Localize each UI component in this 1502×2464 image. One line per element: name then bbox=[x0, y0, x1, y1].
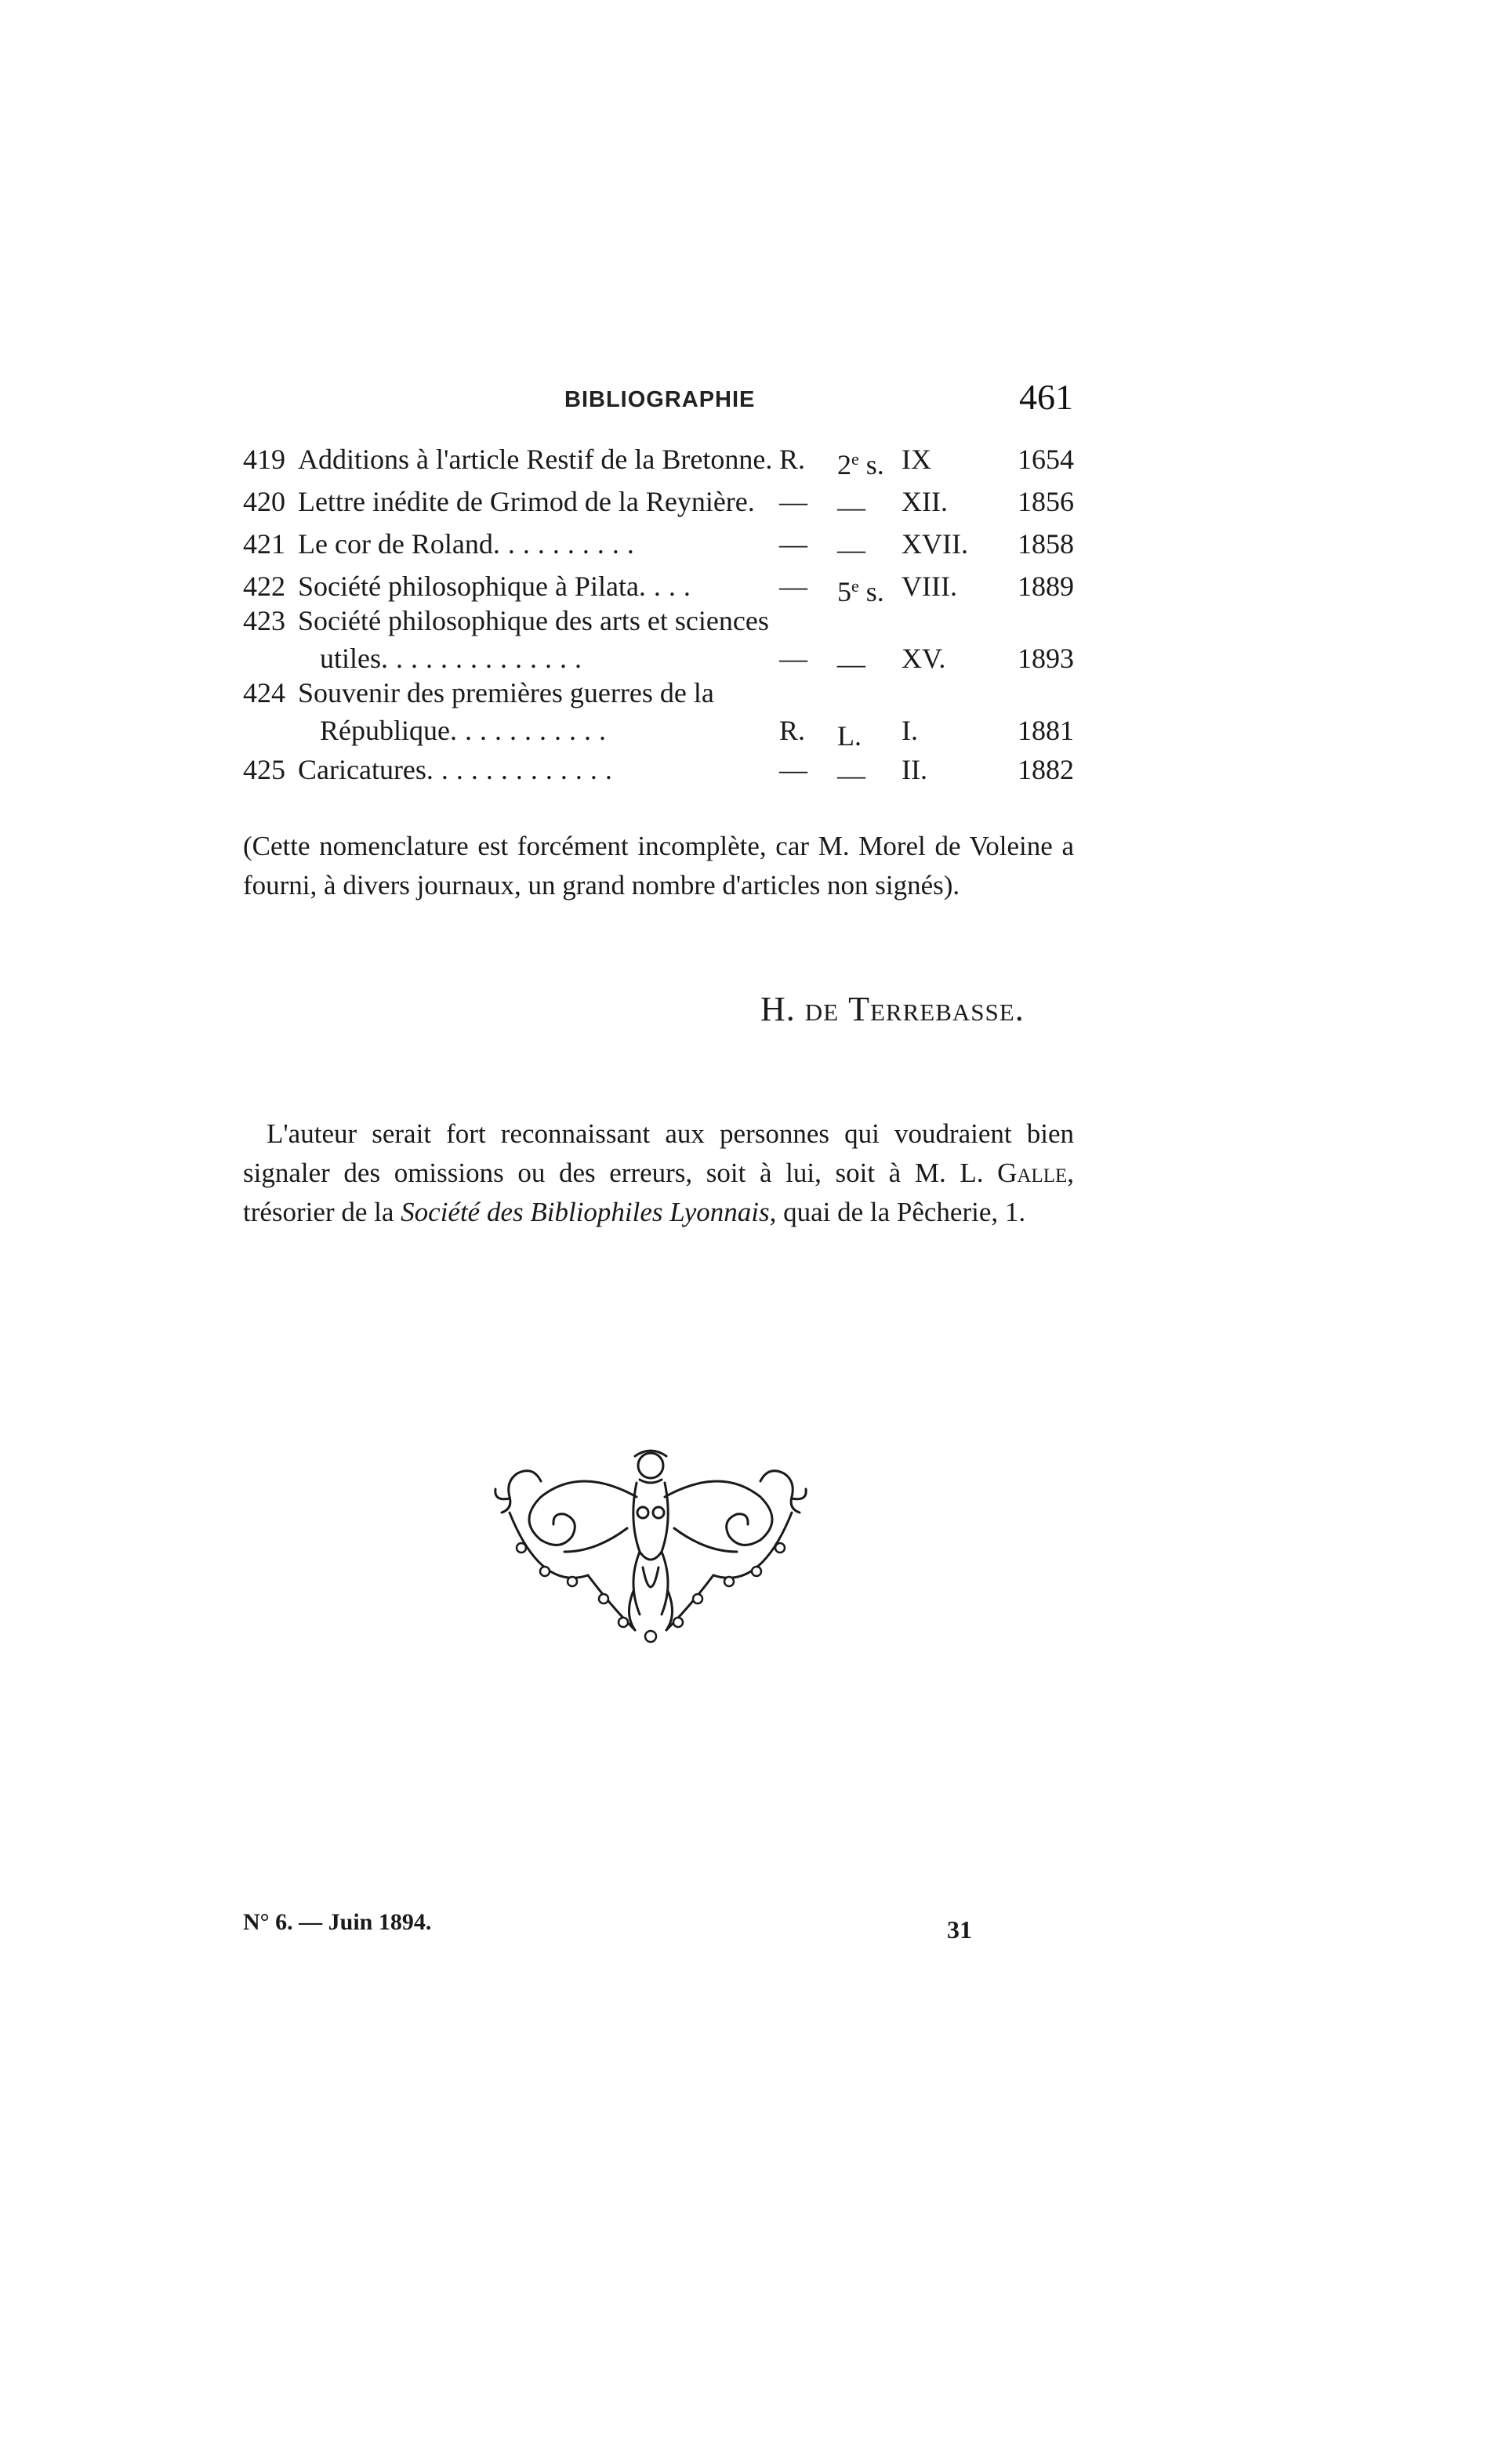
entry-source: R. bbox=[779, 715, 806, 746]
entry-number: 420 bbox=[243, 486, 285, 517]
bibliography-entry bbox=[0, 600, 1097, 641]
entry-title: Société philosophique à Pilata.... bbox=[298, 571, 698, 602]
society-name: Société des Bibliophiles Lyonnais bbox=[401, 1197, 770, 1227]
entry-series: — bbox=[837, 534, 865, 565]
entry-year: 1893 bbox=[1018, 643, 1074, 674]
leader-dots: ............. bbox=[426, 754, 620, 785]
running-head bbox=[243, 376, 1090, 431]
entry-title: Additions à l'article Restif de la Bretonne. bbox=[298, 444, 773, 475]
leader-dots: .............. bbox=[381, 643, 590, 674]
entry-series: L. bbox=[837, 720, 862, 752]
entry-title: Souvenir des premières guerres de la bbox=[298, 677, 714, 708]
entry-series: 5e s. bbox=[837, 576, 884, 607]
entry-source: — bbox=[779, 528, 807, 560]
bibliography-entry bbox=[0, 749, 1097, 790]
entry-title-continuation: utiles.............. bbox=[320, 643, 590, 674]
entry-title: Le cor de Roland.......... bbox=[298, 528, 642, 560]
entry-number: 424 bbox=[243, 677, 285, 708]
entry-series: — bbox=[837, 759, 865, 791]
entry-source: — bbox=[779, 754, 807, 785]
entry-number: 423 bbox=[243, 605, 285, 636]
entry-source: — bbox=[779, 571, 807, 602]
entry-year: 1881 bbox=[1018, 715, 1074, 746]
ornament-vignette bbox=[486, 1434, 815, 1646]
entry-volume: VIII. bbox=[902, 571, 957, 602]
entry-volume: II. bbox=[902, 754, 927, 785]
entry-volume: XVII. bbox=[902, 528, 968, 560]
leader-dots: .......... bbox=[492, 528, 642, 560]
entry-year: 1856 bbox=[1018, 486, 1074, 517]
signature-mark: 31 bbox=[947, 1915, 972, 1944]
running-head-title: BIBLIOGRAPHIE bbox=[564, 387, 756, 412]
entry-source: R. bbox=[779, 444, 806, 475]
entry-year: 1889 bbox=[1018, 571, 1074, 602]
bibliography-entry bbox=[0, 672, 1097, 713]
treasurer-name: Galle bbox=[997, 1158, 1068, 1188]
entry-volume: I. bbox=[902, 715, 918, 746]
leader-dots: ........... bbox=[449, 715, 614, 746]
entry-title-continuation: République........... bbox=[320, 715, 614, 746]
bibliography-entry-continuation bbox=[0, 710, 1097, 751]
entry-number: 425 bbox=[243, 754, 285, 785]
entry-volume: XV. bbox=[902, 643, 946, 674]
entry-source: — bbox=[779, 486, 807, 517]
entry-series: 2e s. bbox=[837, 449, 884, 480]
closing-paragraph: L'auteur serait fort reconnaissant aux personnes qui voudraient bien signaler des omissions ou des erreurs, soit à lui, soit à M. L. Galle, trésorier de la Société des Bibliophiles Lyonnais, quai de la Pêcherie, 1. bbox=[243, 1118, 1074, 1227]
entry-volume: IX bbox=[902, 444, 931, 475]
entry-year: 1654 bbox=[1018, 444, 1074, 475]
leader-dots: .... bbox=[638, 571, 698, 602]
entry-number: 422 bbox=[243, 571, 285, 602]
page-number: 461 bbox=[1019, 377, 1073, 417]
bibliography-entry bbox=[0, 524, 1097, 564]
entry-title: Caricatures............. bbox=[298, 754, 620, 785]
issue-date: N° 6. — Juin 1894. bbox=[243, 1909, 432, 1935]
entry-year: 1858 bbox=[1018, 528, 1074, 560]
entry-volume: XII. bbox=[902, 486, 948, 517]
entry-number: 421 bbox=[243, 528, 285, 560]
entry-source: — bbox=[779, 643, 807, 674]
entry-series: — bbox=[837, 491, 865, 523]
editorial-note: (Cette nomenclature est forcément incomplète, car M. Morel de Voleine a fourni, à divers journaux, un grand nombre d'articles non signés). bbox=[243, 831, 1074, 900]
author-signature: H. de Terrebasse. bbox=[760, 990, 1025, 1028]
entry-number: 419 bbox=[243, 444, 285, 475]
entry-title: Société philosophique des arts et sciences bbox=[298, 605, 769, 636]
entry-series: — bbox=[837, 648, 865, 679]
entry-title: Lettre inédite de Grimod de la Reynière. bbox=[298, 486, 755, 517]
bibliography-entry bbox=[0, 439, 1097, 480]
entry-year: 1882 bbox=[1018, 754, 1074, 785]
bibliography-entry bbox=[0, 481, 1097, 522]
